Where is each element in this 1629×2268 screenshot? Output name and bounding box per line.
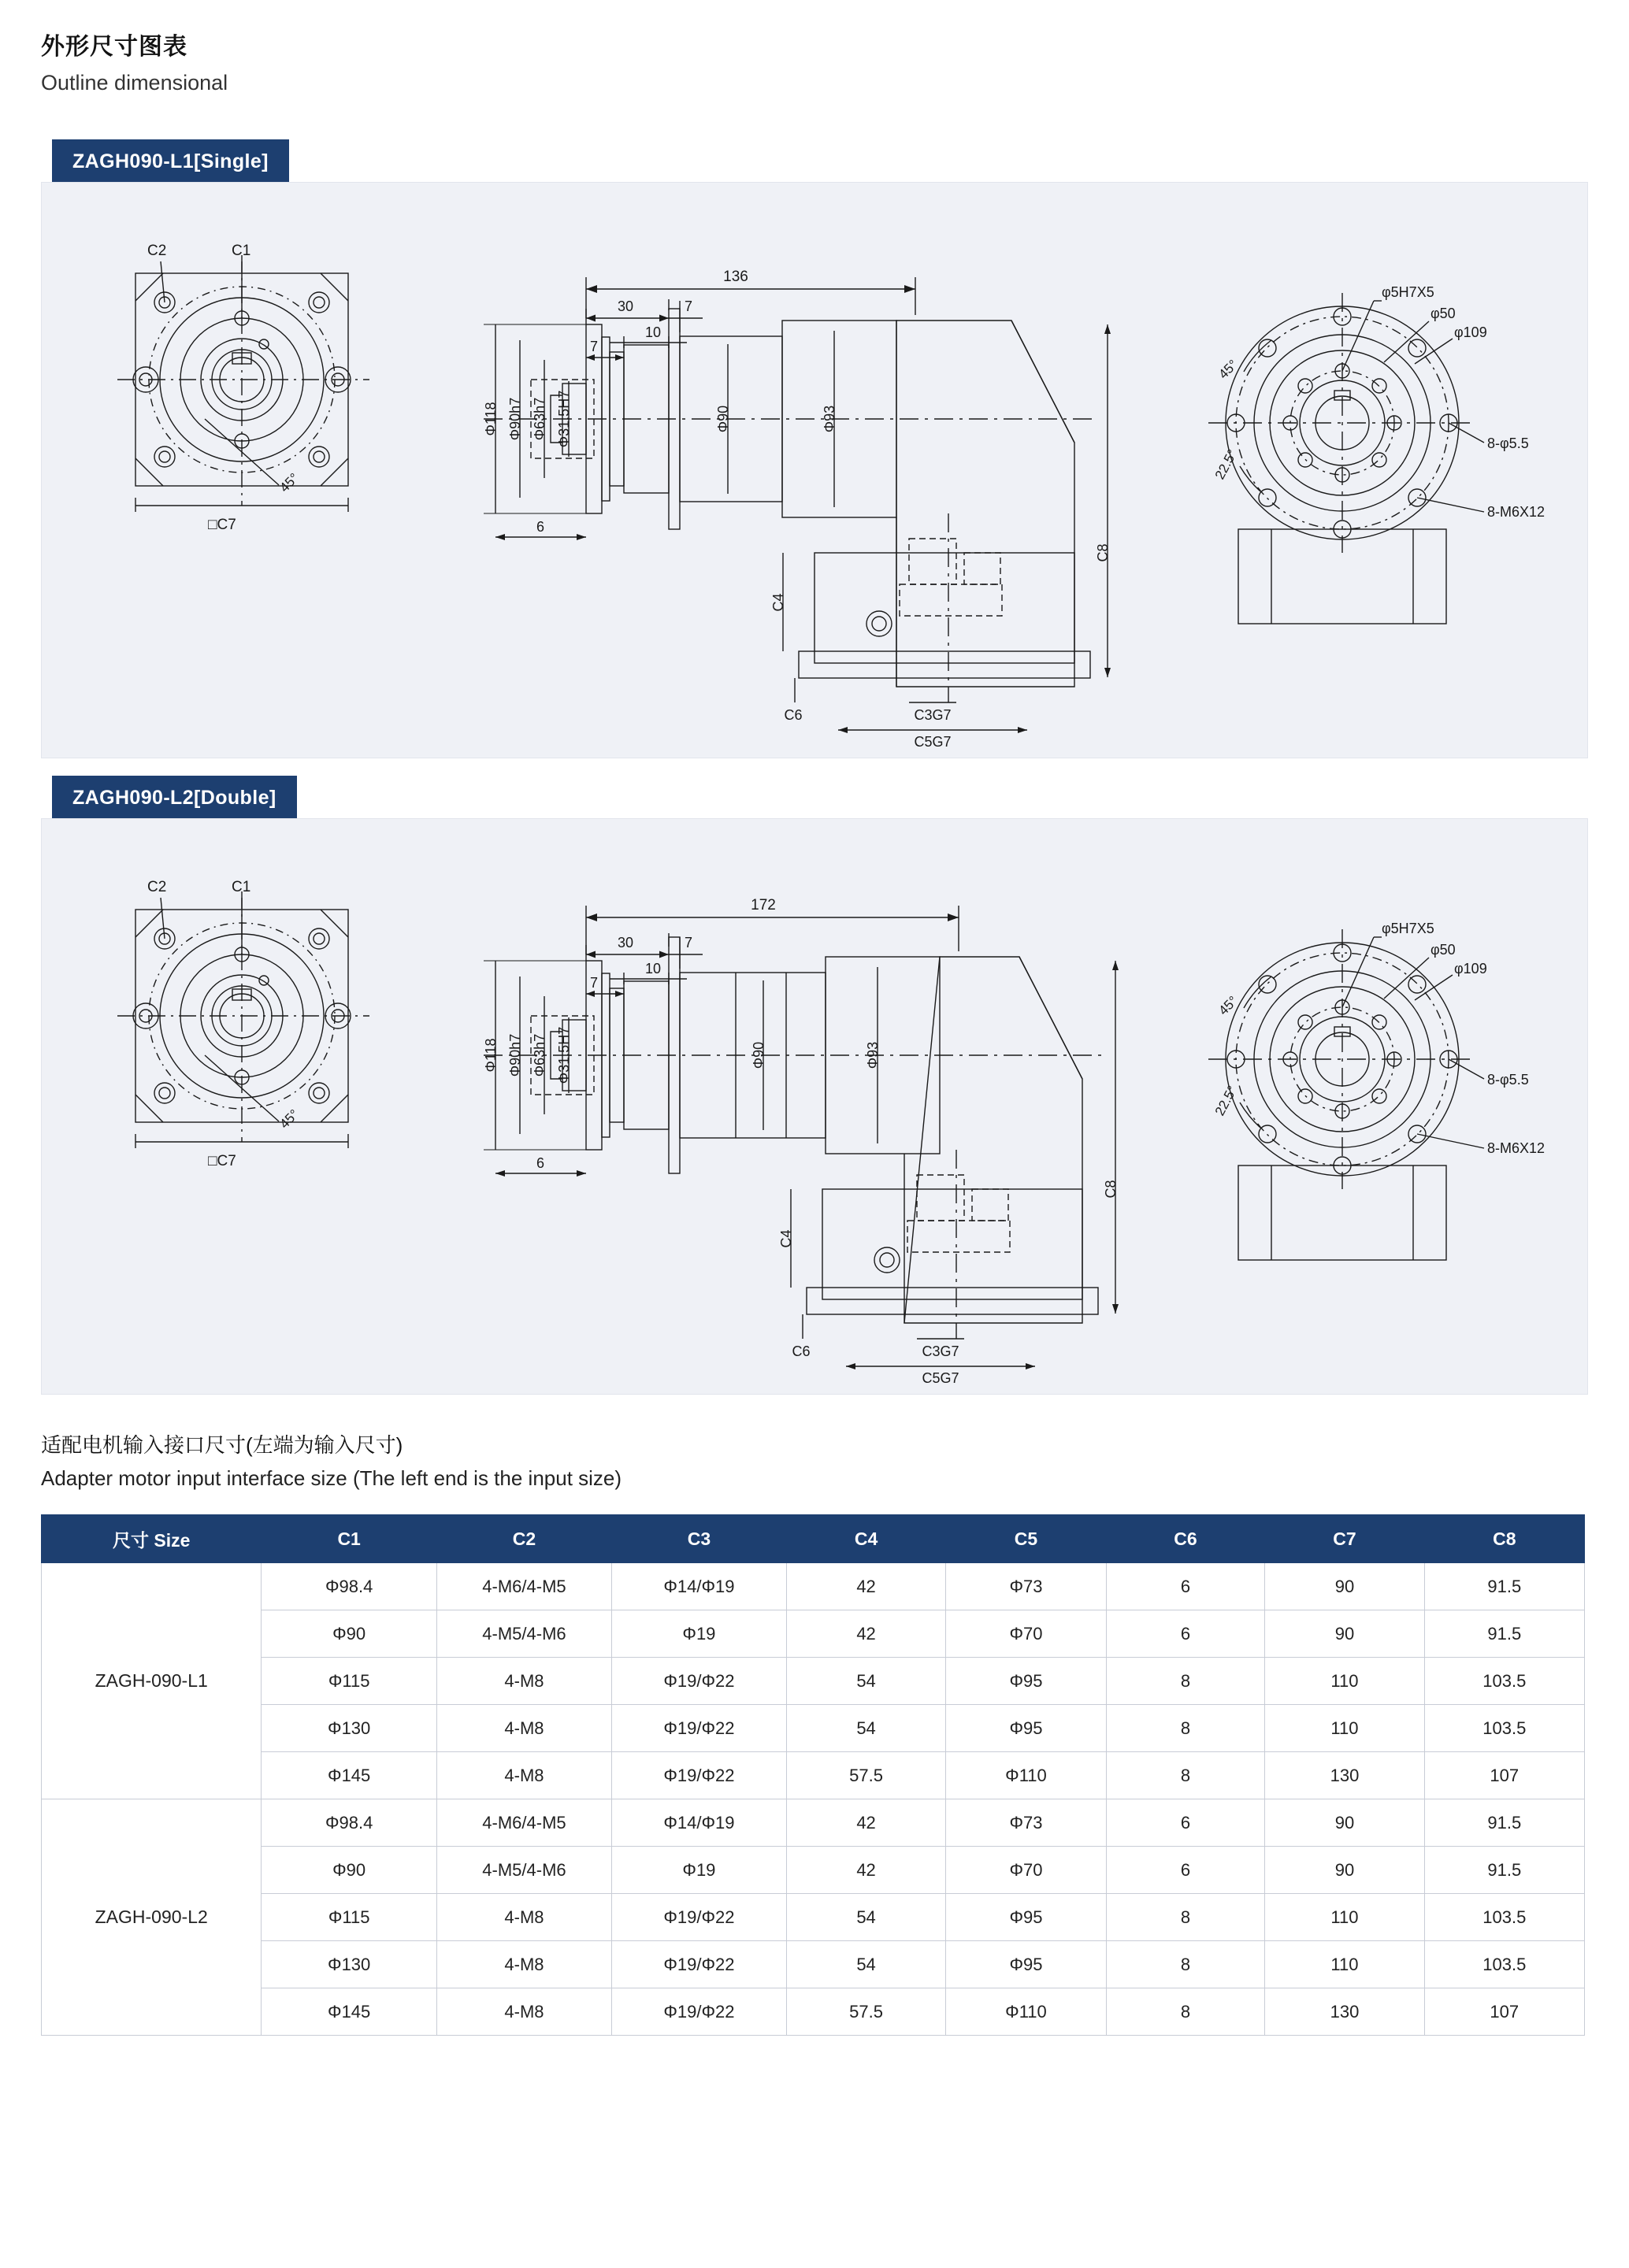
right-view-double (1208, 921, 1545, 1260)
cell: 4-M5/4-M6 (436, 1847, 611, 1894)
table-row (42, 1705, 1585, 1752)
table-row (42, 1563, 1585, 1610)
label-c6-single: C6 (784, 707, 803, 723)
dim-7b-double: 7 (589, 975, 599, 991)
dim-7a-double: 7 (684, 935, 693, 951)
dim-30-single: 30 (617, 298, 634, 314)
label-c1: C1 (232, 243, 251, 259)
cell: Φ90 (262, 1610, 436, 1658)
label-45deg-left-double: 45° (276, 1106, 302, 1132)
cell: Φ19/Φ22 (612, 1894, 787, 1941)
dim-d118-double: Φ118 (483, 1038, 499, 1073)
cell: Φ73 (946, 1563, 1106, 1610)
label-5h7x5-double: φ5H7X5 (1382, 921, 1434, 936)
row-group-label-l2: ZAGH-090-L2 (42, 1799, 262, 2036)
cell: Φ14/Φ19 (612, 1563, 787, 1610)
label-c8-double: C8 (1103, 1180, 1119, 1199)
cell: Φ19/Φ22 (612, 1941, 787, 1988)
cell: Φ145 (262, 1988, 436, 2036)
cell: 4-M5/4-M6 (436, 1610, 611, 1658)
label-c2-double: C2 (147, 879, 167, 895)
label-225deg-double: 22.5° (1212, 1083, 1241, 1118)
cell: Φ110 (946, 1752, 1106, 1799)
th-c2: C2 (436, 1515, 611, 1563)
cell: 42 (786, 1563, 946, 1610)
page-title-en: Outline dimensional (41, 71, 228, 94)
label-45deg-right-double: 45° (1215, 993, 1241, 1018)
cell: 57.5 (786, 1752, 946, 1799)
cell: 4-M8 (436, 1988, 611, 2036)
cell: 42 (786, 1799, 946, 1847)
dim-d90-single: Φ90 (715, 405, 731, 433)
cell: Φ130 (262, 1705, 436, 1752)
drawing-panel-single (41, 182, 1588, 758)
cell: 54 (786, 1894, 946, 1941)
cell: 54 (786, 1658, 946, 1705)
dim-total-length-double: 172 (751, 897, 776, 914)
th-size: 尺寸 Size (42, 1515, 262, 1563)
cell: Φ19/Φ22 (612, 1658, 787, 1705)
left-view-double (117, 879, 369, 1169)
cell: 91.5 (1424, 1847, 1584, 1894)
cell: 130 (1265, 1988, 1424, 2036)
label-d50-double: φ50 (1430, 942, 1456, 958)
section-badge-single: ZAGH090-L1[Single] (52, 139, 289, 184)
table-row (42, 1610, 1585, 1658)
label-45deg-right-single: 45° (1215, 357, 1241, 382)
label-225deg-single: 22.5° (1212, 447, 1241, 482)
cell: Φ115 (262, 1894, 436, 1941)
label-c5g7-double: C5G7 (922, 1370, 959, 1386)
th-c1: C1 (262, 1515, 436, 1563)
table-row (42, 1799, 1585, 1847)
dim-d118-single: Φ118 (483, 402, 499, 436)
cell: Φ90 (262, 1847, 436, 1894)
subheading-cn: 适配电机输入接口尺寸(左端为输入尺寸) (41, 1433, 403, 1457)
cell: 6 (1106, 1610, 1265, 1658)
label-8m6x12-double: 8-M6X12 (1487, 1140, 1546, 1156)
cell: 103.5 (1424, 1705, 1584, 1752)
cell: 54 (786, 1941, 946, 1988)
dim-7b-single: 7 (589, 339, 599, 354)
cell: 57.5 (786, 1988, 946, 2036)
technical-drawing-double (42, 819, 1587, 1394)
table-row (42, 1847, 1585, 1894)
dim-d93-double: Φ93 (865, 1041, 881, 1069)
cell: 90 (1265, 1610, 1424, 1658)
dim-d93-single: Φ93 (822, 405, 837, 433)
label-c1-double: C1 (232, 879, 251, 895)
dim-total-length-single: 136 (723, 269, 748, 285)
label-c4-single: C4 (770, 593, 786, 612)
cell: 54 (786, 1705, 946, 1752)
label-c6-double: C6 (792, 1343, 811, 1359)
label-8x55-single: 8-φ5.5 (1487, 435, 1529, 451)
cell: 8 (1106, 1894, 1265, 1941)
dim-d90h7-single: Φ90h7 (507, 397, 523, 441)
cell: Φ19/Φ22 (612, 1988, 787, 2036)
cell: Φ70 (946, 1610, 1106, 1658)
cell: 8 (1106, 1705, 1265, 1752)
dim-d90h7-double: Φ90h7 (507, 1033, 523, 1077)
cell: 4-M6/4-M5 (436, 1799, 611, 1847)
cell: 110 (1265, 1705, 1424, 1752)
dim-d63h7-double: Φ63h7 (532, 1033, 547, 1077)
cell: 91.5 (1424, 1610, 1584, 1658)
dim-d90-double: Φ90 (751, 1041, 766, 1069)
table-row (42, 1752, 1585, 1799)
cell: 4-M6/4-M5 (436, 1563, 611, 1610)
right-view-single (1208, 284, 1545, 624)
cell: 91.5 (1424, 1563, 1584, 1610)
cell: 110 (1265, 1894, 1424, 1941)
table-row (42, 1988, 1585, 2036)
label-c7-double: □C7 (208, 1153, 236, 1169)
table-row (42, 1941, 1585, 1988)
section-badge-wrap-1 (41, 122, 1588, 182)
cell: 107 (1424, 1752, 1584, 1799)
side-view-double (483, 897, 1119, 1386)
label-8m6x12-single: 8-M6X12 (1487, 504, 1546, 520)
dim-7a-single: 7 (684, 298, 693, 314)
label-c3g7-double: C3G7 (922, 1343, 959, 1359)
th-c8: C8 (1424, 1515, 1584, 1563)
dim-d315h7-double: Φ31.5H7 (556, 1026, 572, 1084)
label-d109-double: φ109 (1454, 961, 1487, 976)
label-d50-single: φ50 (1430, 306, 1456, 321)
label-d109-single: φ109 (1454, 324, 1487, 340)
cell: 90 (1265, 1799, 1424, 1847)
cell: 6 (1106, 1799, 1265, 1847)
cell: Φ73 (946, 1799, 1106, 1847)
th-c3: C3 (612, 1515, 787, 1563)
page-title-cn: 外形尺寸图表 (41, 34, 187, 60)
cell: Φ130 (262, 1941, 436, 1988)
cell: 4-M8 (436, 1941, 611, 1988)
table-row (42, 1894, 1585, 1941)
cell: 110 (1265, 1941, 1424, 1988)
size-table (41, 1514, 1585, 2036)
dim-6-double: 6 (536, 1155, 545, 1171)
drawing-panel-double (41, 818, 1588, 1395)
cell: 42 (786, 1847, 946, 1894)
label-c2: C2 (147, 243, 167, 259)
cell: 4-M8 (436, 1658, 611, 1705)
cell: Φ115 (262, 1658, 436, 1705)
side-view-single (483, 269, 1111, 750)
section-badge-double: ZAGH090-L2[Double] (52, 776, 297, 821)
cell: Φ98.4 (262, 1563, 436, 1610)
dim-30-double: 30 (617, 935, 634, 951)
cell: 6 (1106, 1563, 1265, 1610)
label-c8-single: C8 (1095, 543, 1111, 562)
cell: 103.5 (1424, 1894, 1584, 1941)
cell: 8 (1106, 1988, 1265, 2036)
cell: Φ98.4 (262, 1799, 436, 1847)
row-group-label-l1: ZAGH-090-L1 (42, 1563, 262, 1799)
technical-drawing-single (42, 183, 1587, 758)
cell: Φ19/Φ22 (612, 1705, 787, 1752)
label-c3g7-single: C3G7 (914, 707, 952, 723)
table-row (42, 1658, 1585, 1705)
left-view-single (117, 243, 369, 533)
cell: Φ145 (262, 1752, 436, 1799)
cell: Φ95 (946, 1941, 1106, 1988)
section-badge-wrap-2 (41, 758, 1588, 818)
th-c6: C6 (1106, 1515, 1265, 1563)
cell: 90 (1265, 1563, 1424, 1610)
cell: 6 (1106, 1847, 1265, 1894)
cell: 8 (1106, 1941, 1265, 1988)
label-8x55-double: 8-φ5.5 (1487, 1072, 1529, 1088)
th-c7: C7 (1265, 1515, 1424, 1563)
label-5h7x5-single: φ5H7X5 (1382, 284, 1434, 300)
cell: 130 (1265, 1752, 1424, 1799)
dim-d63h7-single: Φ63h7 (532, 397, 547, 441)
dim-6-single: 6 (536, 519, 545, 535)
cell: 90 (1265, 1847, 1424, 1894)
subheading-en: Adapter motor input interface size (The left end is the input size) (41, 1466, 622, 1490)
dim-10-single: 10 (644, 324, 662, 340)
cell: Φ70 (946, 1847, 1106, 1894)
cell: 107 (1424, 1988, 1584, 2036)
cell: Φ95 (946, 1705, 1106, 1752)
label-c4-double: C4 (778, 1229, 794, 1248)
cell: 8 (1106, 1752, 1265, 1799)
cell: Φ19/Φ22 (612, 1752, 787, 1799)
cell: 42 (786, 1610, 946, 1658)
table-header-row (42, 1515, 1585, 1563)
cell: 4-M8 (436, 1705, 611, 1752)
cell: 110 (1265, 1658, 1424, 1705)
th-c5: C5 (946, 1515, 1106, 1563)
cell: 103.5 (1424, 1658, 1584, 1705)
label-c7: □C7 (208, 517, 236, 533)
th-c4: C4 (786, 1515, 946, 1563)
cell: 4-M8 (436, 1894, 611, 1941)
dim-d315h7-single: Φ31.5H7 (556, 390, 572, 448)
dim-10-double: 10 (644, 961, 662, 976)
cell: Φ95 (946, 1894, 1106, 1941)
label-45deg-left: 45° (276, 470, 302, 495)
cell: Φ110 (946, 1988, 1106, 2036)
cell: 103.5 (1424, 1941, 1584, 1988)
cell: Φ19 (612, 1847, 787, 1894)
cell: 4-M8 (436, 1752, 611, 1799)
label-c5g7-single: C5G7 (914, 734, 952, 750)
cell: 91.5 (1424, 1799, 1584, 1847)
cell: Φ95 (946, 1658, 1106, 1705)
cell: 8 (1106, 1658, 1265, 1705)
cell: Φ19 (612, 1610, 787, 1658)
cell: Φ14/Φ19 (612, 1799, 787, 1847)
